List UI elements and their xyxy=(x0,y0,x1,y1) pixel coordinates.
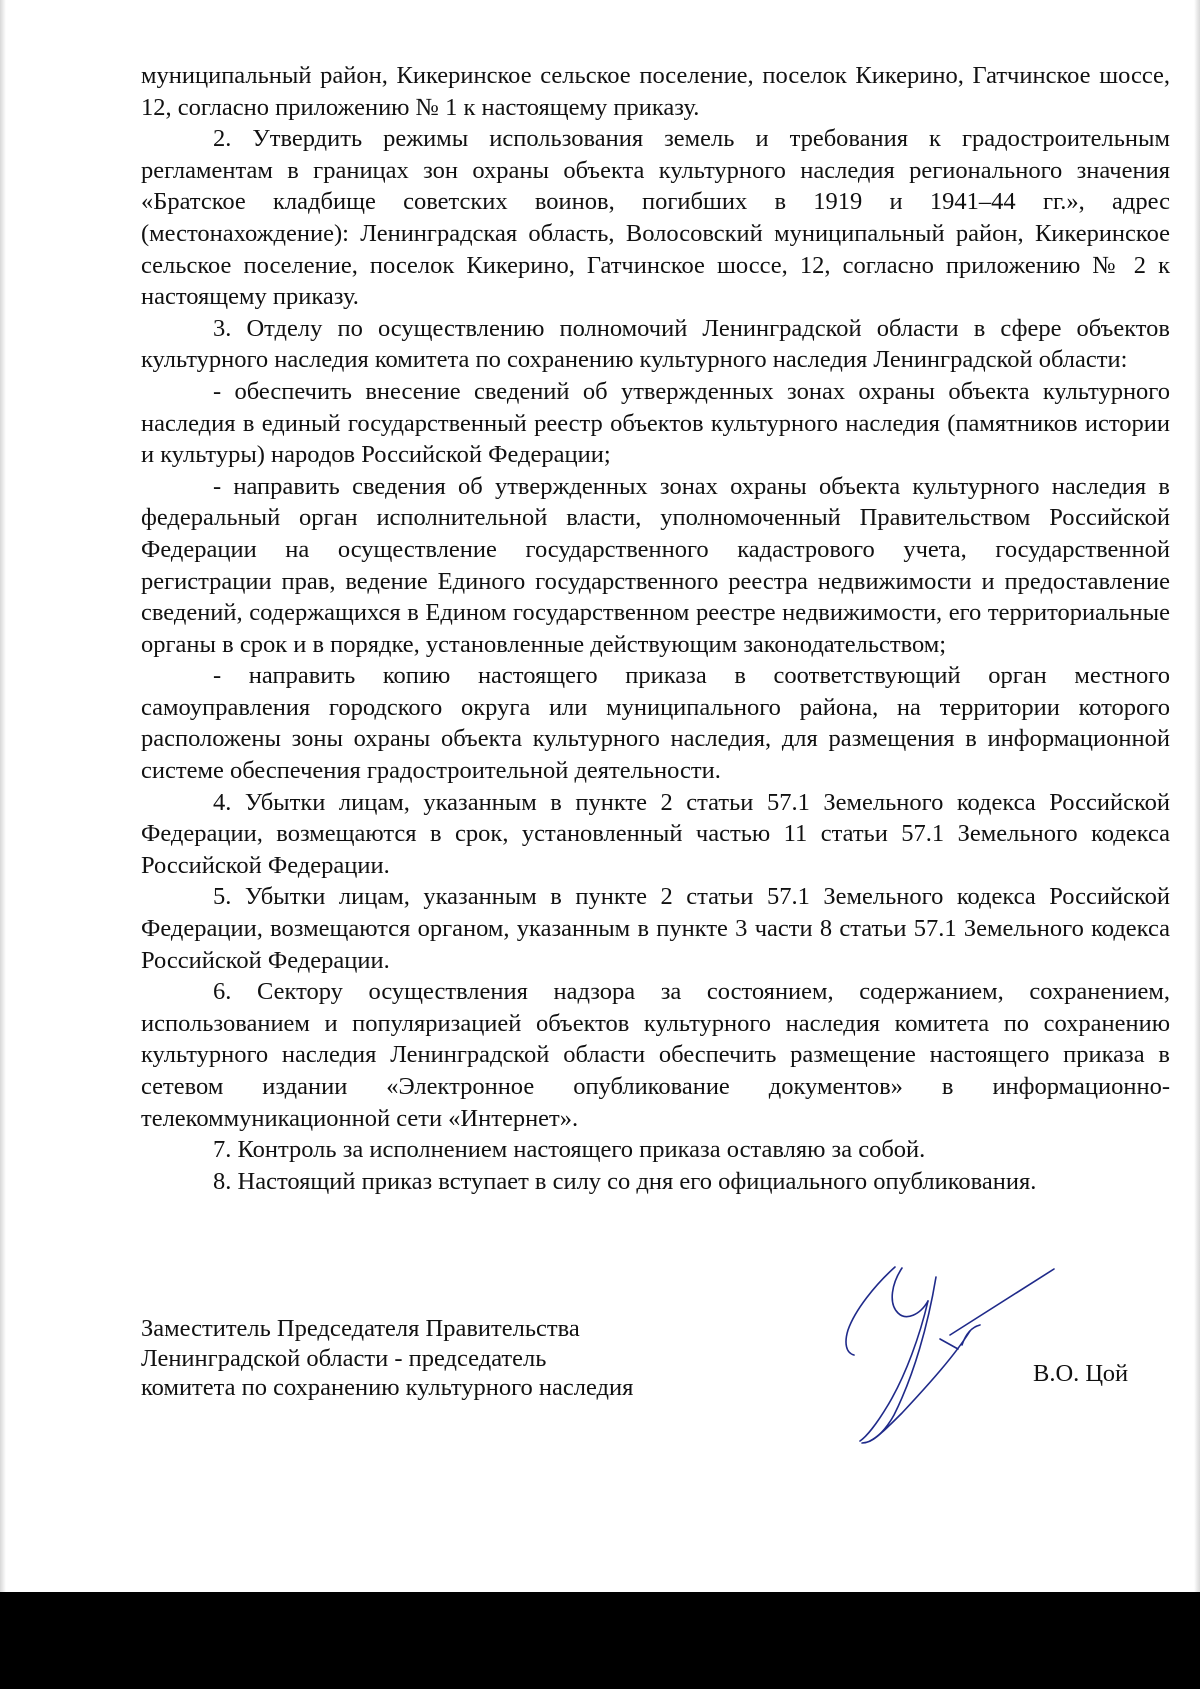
paragraph-item-2: 2. Утвердить режимы использования земель и требования к градостроительным регламентам в границах зон охраны объекта культурного наследия регионального значения «Братское кладбище советских воинов, погибших в 1919 и 1941–44 гг.», адрес (местонахождение): Ленинградская область, Волосовский муниципальный район, Кикеринское сельское поселение, поселок Кикерино, Гатчинское шоссе, 12, согласно приложению № 2 к настоящему приказу. xyxy=(141,125,1170,311)
paragraph-subitem-local-government: - направить копию настоящего приказа в соответствующий орган местного самоуправления городского округа или муниципального района, на территории которого расположены зоны охраны объекта культурного наследия, для размещения в информационной системе обеспечения градостроительной деятельности. xyxy=(141,662,1170,785)
paragraph-continuation: муниципальный район, Кикеринское сельское поселение, поселок Кикерино, Гатчинское шоссе, 12, согласно приложению № 1 к настоящему приказу. xyxy=(141,62,1170,121)
scan-left-edge xyxy=(0,0,6,1592)
signatory-title-line: Ленинградской области - председатель xyxy=(141,1344,547,1372)
paragraph-item-7: 7. Контроль за исполнением настоящего приказа оставляю за собой. xyxy=(213,1136,926,1164)
signatory-title xyxy=(141,1314,633,1403)
signatory-name: В.О. Цой xyxy=(1033,1360,1129,1387)
handwritten-signature xyxy=(840,1265,1060,1445)
paragraph-item-5: 5. Убытки лицам, указанным в пункте 2 статьи 57.1 Земельного кодекса Российской Федерации, возмещаются органом, указанным в пункте 3 части 8 статьи 57.1 Земельного кодекса Российской Федерации. xyxy=(141,883,1170,974)
paragraph-item-3: 3. Отделу по осуществлению полномочий Ленинградской области в сфере объектов культурного наследия комитета по сохранению культурного наследия Ленинградской области: xyxy=(141,314,1170,374)
signatory-title-line: Заместитель Председателя Правительства xyxy=(141,1315,580,1342)
paragraph-subitem-cadastre: - направить сведения об утвержденных зонах охраны объекта культурного наследия в федеральный орган исполнительной власти, уполномоченный Правительством Российской Федерации на осуществление государственного кадастрового учета, государственной регистрации прав, ведение Единого государственного реестра недвижимости и предоставление сведений, содержащихся в Едином государственном реестре недвижимости, его территориальные органы в срок и в порядке, установленные действующим законодательством; xyxy=(141,472,1170,658)
scan-right-edge xyxy=(1194,0,1200,1592)
paragraph-item-6: 6. Сектору осуществления надзора за состоянием, содержанием, сохранением, использованием и популяризацией объектов культурного наследия комитета по сохранению культурного наследия Ленинградской области обеспечить размещение настоящего приказа в сетевом издании «Электронное опубликование документов» в информационно-телекоммуникационной сети «Интернет». xyxy=(141,978,1170,1132)
paragraph-item-4: 4. Убытки лицам, указанным в пункте 2 статьи 57.1 Земельного кодекса Российской Федерации, возмещаются в срок, установленный частью 11 статьи 57.1 Земельного кодекса Российской Федерации. xyxy=(141,788,1170,879)
paragraph-subitem-register: - обеспечить внесение сведений об утвержденных зонах охраны объекта культурного наследия в единый государственный реестр объектов культурного наследия (памятников истории и культуры) народов Российской Федерации; xyxy=(141,377,1170,469)
signatory-title-line: комитета по сохранению культурного наследия xyxy=(141,1374,634,1401)
scan-border-bar xyxy=(0,1592,1200,1689)
paragraph-item-8: 8. Настоящий приказ вступает в силу со дня его официального опубликования. xyxy=(213,1167,1037,1195)
document-body xyxy=(141,60,1170,1197)
